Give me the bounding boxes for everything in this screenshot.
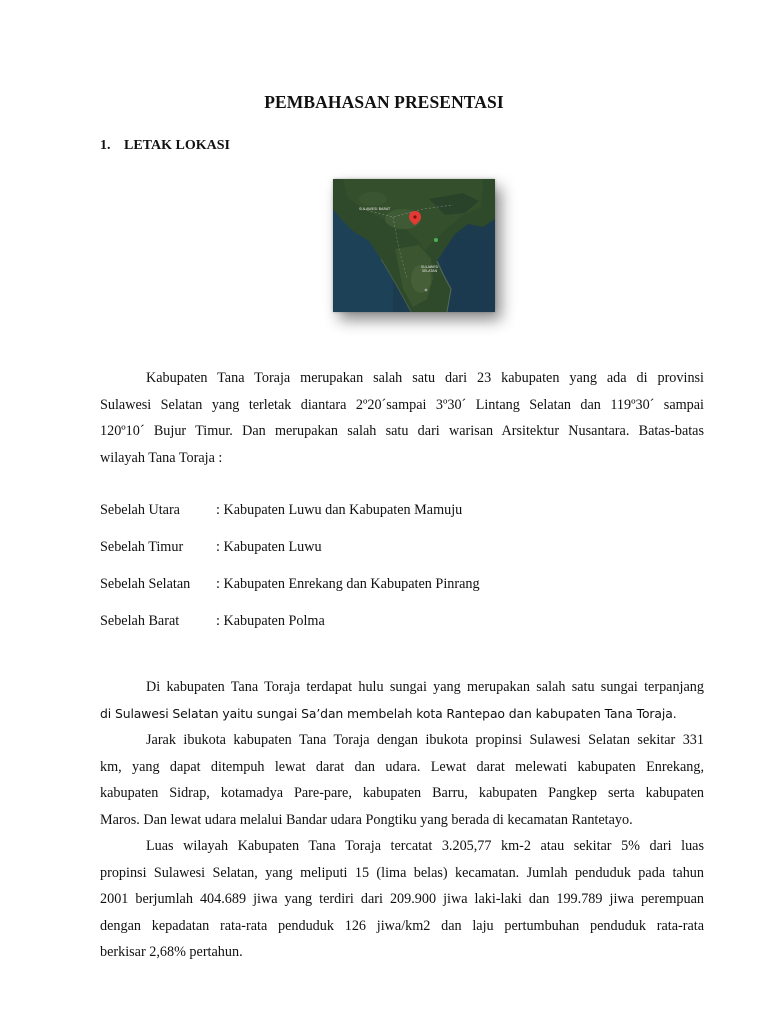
boundary-direction: Sebelah Selatan <box>100 576 191 592</box>
satellite-map <box>333 179 495 312</box>
distance-line: Jarak ibukota kabupaten Tana Toraja dengan ibukota propinsi Sulawesi Selatan sekitar 331 <box>146 732 704 748</box>
intro-line: 120º10´ Bujur Timur. Dan merupakan salah satu dari warisan Arsitektur Nusantara. Batas-batas <box>100 423 704 439</box>
page-title: PEMBAHASAN PRESENTASI <box>264 92 504 112</box>
intro-paragraph <box>100 365 704 471</box>
area-line: Luas wilayah Kabupaten Tana Toraja tercatat 3.205,77 km-2 atau sekitar 5% dari luas <box>146 838 704 854</box>
section-title: LETAK LOKASI <box>124 138 230 153</box>
location-map-image <box>333 179 495 312</box>
intro-line: Sulawesi Selatan yang terletak diantara 2º20´sampai 3º30´ Lintang Selatan dan 119º30´ sampai <box>100 396 704 413</box>
distance-paragraph <box>100 727 704 833</box>
section-heading <box>100 138 230 154</box>
area-line: 2001 berjumlah 404.689 jiwa yang terdiri dari 209.900 jiwa laki-laki dan 199.789 jiwa perempuan <box>100 891 704 907</box>
area-line: berkisar 2,68% pertahun. <box>100 944 243 960</box>
intro-line: Kabupaten Tana Toraja merupakan salah satu dari 23 kabupaten yang ada di provinsi <box>146 370 704 386</box>
green-marker-icon <box>434 238 438 242</box>
boundary-direction: Sebelah Barat <box>100 613 180 629</box>
intro-line: wilayah Tana Toraja : <box>100 449 223 466</box>
distance-line: km, yang dapat ditempuh lewat darat dan udara. Lewat darat melewati kabupaten Enrekang, <box>100 758 704 775</box>
distance-line: kabupaten Sidrap, kotamadya Pare-pare, kabupaten Barru, kabupaten Pangkep serta kabupaten <box>100 785 704 801</box>
boundary-value: : Kabupaten Polma <box>216 613 325 629</box>
river-paragraph <box>100 674 704 727</box>
river-line: Di kabupaten Tana Toraja terdapat hulu sungai yang merupakan salah satu sungai terpanjang <box>146 679 704 695</box>
boundary-direction: Sebelah Timur <box>100 539 184 555</box>
distance-line: Maros. Dan lewat udara melalui Bandar udara Pongtiku yang berada di kecamatan Rantetayo. <box>100 811 633 828</box>
map-label-selatan-line2: SELATAN <box>422 269 437 273</box>
area-line: dengan kepadatan rata-rata penduduk 126 jiwa/km2 dan laju pertumbuhan penduduk rata-rata <box>100 917 704 934</box>
river-line: di Sulawesi Selatan yaitu sungai Sa’dan membelah kota Rantepao dan kabupaten Tana Toraja. <box>100 705 677 721</box>
boundary-value: : Kabupaten Enrekang dan Kabupaten Pinrang <box>216 576 480 592</box>
boundary-direction: Sebelah Utara <box>100 502 180 518</box>
boundary-value: : Kabupaten Luwu <box>216 539 322 555</box>
area-paragraph <box>100 833 704 966</box>
small-marker-icon <box>425 289 428 292</box>
map-label-sulawesi-barat: SULAWESI BARAT <box>359 207 391 211</box>
area-line: propinsi Sulawesi Selatan, yang meliputi 15 (lima belas) kecamatan. Jumlah penduduk pada tahun <box>100 864 704 881</box>
section-number: 1. <box>100 138 111 153</box>
boundary-value: : Kabupaten Luwu dan Kabupaten Mamuju <box>216 502 463 518</box>
map-label-sulawesi-line1: SULAWESI <box>421 265 439 269</box>
